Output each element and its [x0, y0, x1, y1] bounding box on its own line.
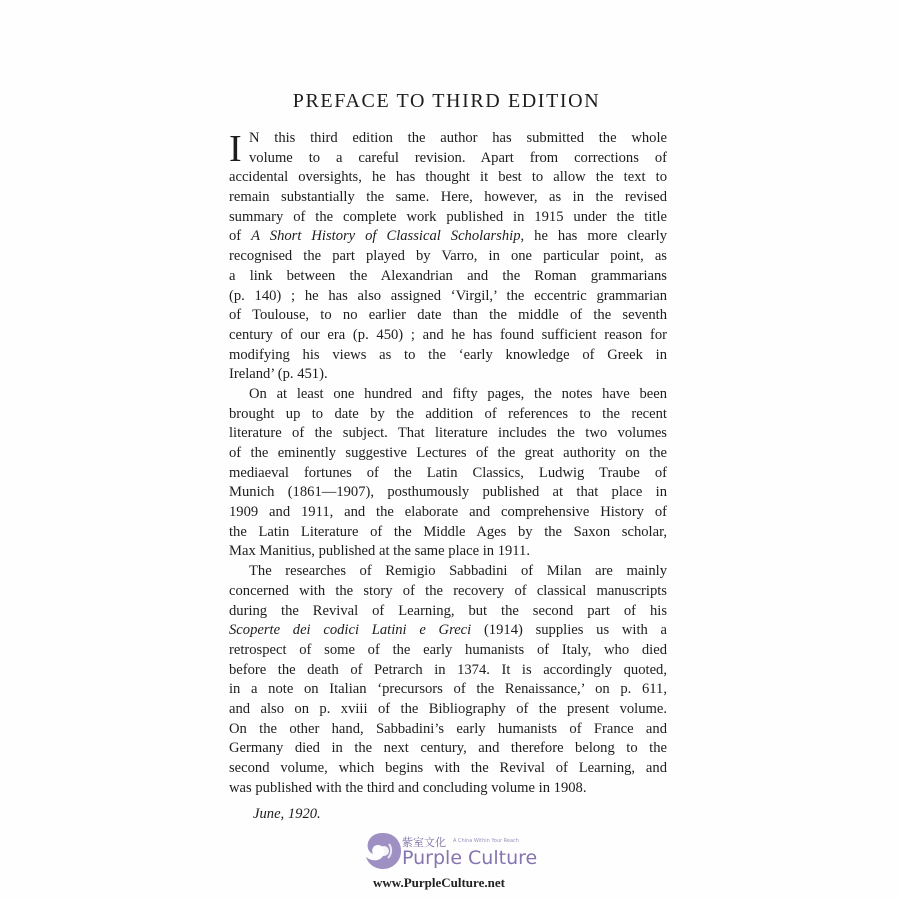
text-line: in a note on Italian ‘precursors of the Renaissance,’ on p. 611, — [229, 681, 667, 698]
watermark-name: Purple Culture — [402, 847, 538, 869]
watermark-tagline: A China Within Your Reach — [453, 838, 519, 844]
text-line: the Latin Literature of the Middle Ages by the Saxon scholar, — [229, 523, 667, 540]
text-line: during the Revival of Learning, but the second part of his — [229, 602, 667, 619]
text-line: The researches of Remigio Sabbadini of Milan are mainly — [249, 563, 667, 580]
text-line: and also on p. xviii of the Bibliography of the present volume. — [229, 700, 667, 717]
text-line: On the other hand, Sabbadini’s early humanists of France and — [229, 720, 667, 737]
text-line: Ireland’ (p. 451). — [229, 366, 328, 383]
text-line: (p. 140) ; he has also assigned ‘Virgil,’ the eccentric grammarian — [229, 287, 667, 304]
page-title: PREFACE TO THIRD EDITION — [292, 90, 601, 112]
text-line: was published with the third and concluding volume in 1908. — [229, 779, 587, 796]
text-line: accidental oversights, he has thought it best to allow the text to — [229, 169, 667, 186]
preface-date: June, 1920. — [253, 806, 321, 822]
text-line: N this third edition the author has submitted the whole — [249, 130, 667, 146]
text-line: literature of the subject. That literature includes the two volumes — [229, 425, 667, 442]
text-line: a link between the Alexandrian and the Roman grammarians — [229, 267, 667, 284]
text-line: Scoperte dei codici Latini e Greci (1914) supplies us with a — [229, 622, 667, 639]
text-line: of Toulouse, to no earlier date than the middle of the seventh — [229, 307, 667, 324]
text-line: concerned with the story of the recovery of classical manuscripts — [229, 582, 667, 599]
text-line: mediaeval fortunes of the Latin Classics, Ludwig Traube of — [229, 464, 667, 481]
text-line: second volume, which begins with the Revival of Learning, and — [229, 760, 667, 776]
text-line: century of our era (p. 450) ; and he has found sufficient reason for — [229, 326, 667, 343]
text-line: of the eminently suggestive Lectures of the great authority on the — [229, 445, 667, 461]
text-line: modifying his views as to the ‘early knowledge of Greek in — [229, 346, 667, 363]
text-line: Germany died in the next century, and therefore belong to the — [229, 740, 667, 757]
watermark-logo — [362, 826, 542, 896]
drop-cap: I — [229, 128, 242, 170]
text-line: summary of the complete work published in 1915 under the title — [229, 208, 667, 225]
text-line: brought up to date by the addition of references to the recent — [229, 405, 667, 422]
text-line: retrospect of some of the early humanists of Italy, who died — [229, 641, 667, 658]
watermark-url: www.PurpleCulture.net — [373, 875, 505, 890]
text-line: On at least one hundred and fifty pages, the notes have been — [249, 385, 667, 402]
text-line: 1909 and 1911, and the elaborate and comprehensive History of — [229, 504, 667, 521]
text-line: volume to a careful revision. Apart from corrections of — [249, 149, 667, 166]
watermark-chinese: 紫室文化 — [402, 836, 446, 849]
text-line: Munich (1861—1907), posthumously published at that place in — [229, 484, 667, 501]
text-line: remain substantially the same. Here, however, as in the revised — [229, 189, 667, 206]
text-line: recognised the part played by Varro, in one particular point, as — [229, 248, 667, 265]
text-line: of A Short History of Classical Scholarship, he has more clearly — [229, 228, 667, 245]
preface-body — [229, 129, 667, 798]
text-line: before the death of Petrarch in 1374. It is accordingly quoted, — [229, 661, 667, 678]
purple-culture-logo-icon — [362, 830, 404, 872]
text-line: Max Manitius, published at the same place in 1911. — [229, 543, 531, 560]
